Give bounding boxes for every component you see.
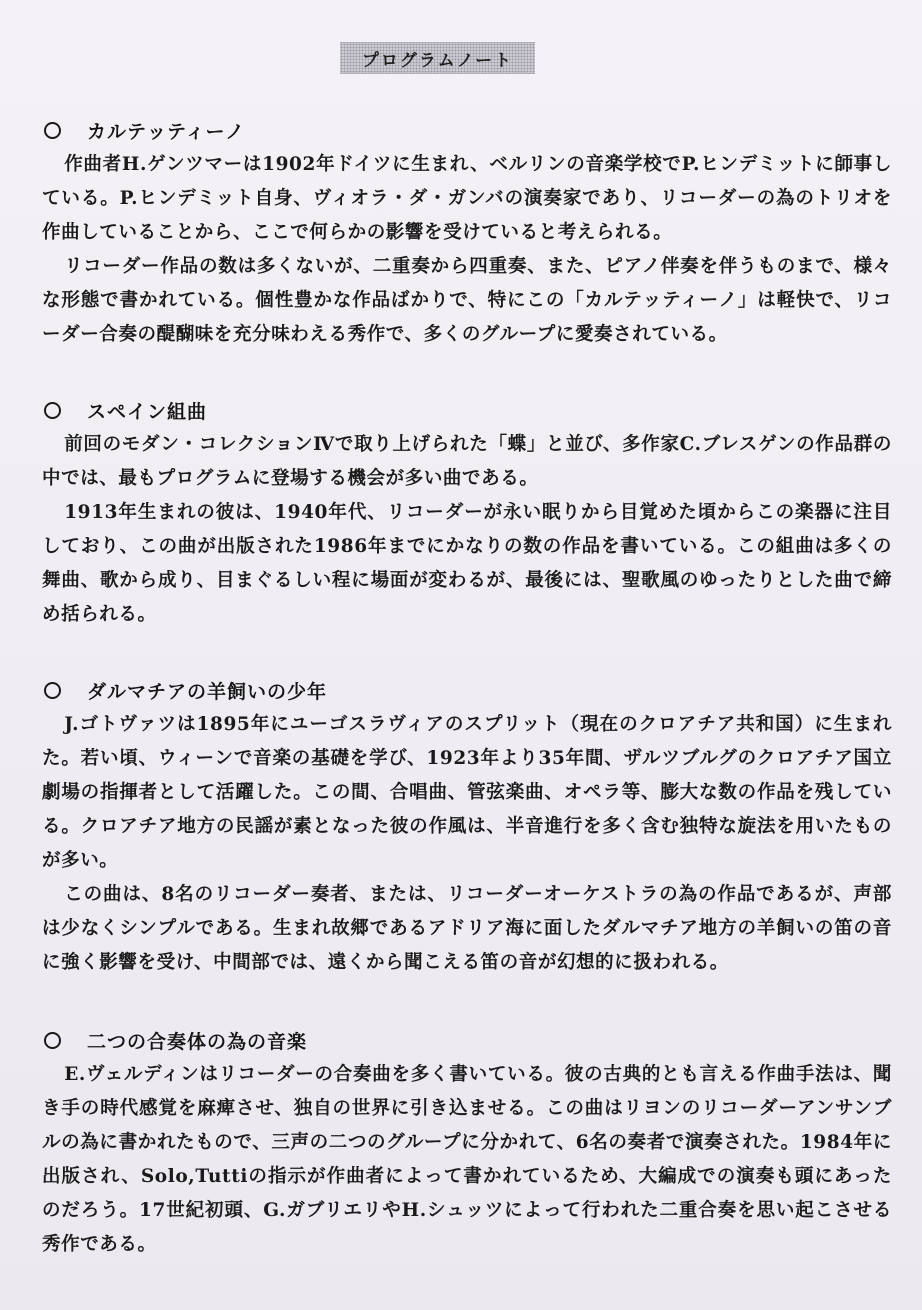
section-heading [42,1024,892,1056]
section-music-for-two-ensembles [42,1024,892,1262]
section-heading-text: ダルマチアの羊飼いの少年 [87,680,328,703]
section-dalmatian-shepherd [42,674,892,980]
paragraph: リコーダー作品の数は多くないが、二重奏から四重奏、また、ピアノ伴奏を伴うものまで、様々な形態で書かれている。個性豊かな作品ばかりで、特にこの「カルテッティーノ」は軽快で、リコーダー合奏の醍醐味を充分味わえる秀作で、多くのグループに愛奏されている。 [42,256,892,345]
section-heading-text: スペイン組曲 [87,400,208,423]
title-banner [340,42,535,74]
section-heading-text: 二つの合奏体の為の音楽 [87,1030,308,1053]
section-heading [42,114,892,146]
circle-bullet-icon [44,1032,61,1049]
circle-bullet-icon [44,122,61,139]
section-heading [42,394,892,426]
paragraph: 前回のモダン・コレクションⅣで取り上げられた「蝶」と並び、多作家C.ブレスゲンの作品群の中では、最もプログラムに登場する機会が多い曲である。 [42,434,892,489]
paragraph: J.ゴトヴァツは1895年にユーゴスラヴィアのスプリット（現在のクロアチア共和国）に生まれた。若い頃、ウィーンで音楽の基礎を学び、1923年より35年間、ザルツブルグのクロアチア国立劇場の指揮者として活躍した。この間、合唱曲、管弦楽曲、オペラ等、膨大な数の作品を残している。クロアチア地方の民謡が素となった彼の作風は、半音進行を多く含む独特な旋法を用いたものが多い。 [42,714,892,871]
section-quartettino [42,114,892,352]
circle-bullet-icon [44,682,61,699]
section-heading-text: カルテッティーノ [87,120,246,143]
paragraph: E.ヴェルディンはリコーダーの合奏曲を多く書いている。彼の古典的とも言える作曲手法は、聞き手の時代感覚を麻痺させ、独自の世界に引き込ませる。この曲はリヨンのリコーダーアンサンブルの為に書かれたもので、三声の二つのグループに分かれて、6名の奏者で演奏された。1984年に出版され、Solo,Tuttiの指示が作曲者によって書かれているため、大編成での演奏も頭にあったのだろう。17世紀初頭、G.ガブリエリやH.シュッツによって行われた二重合奏を思い起こさせる秀作である。 [42,1064,892,1255]
paragraph: この曲は、8名のリコーダー奏者、または、リコーダーオーケストラの為の作品であるが、声部は少なくシンプルである。生まれ故郷であるアドリア海に面したダルマチア地方の羊飼いの笛の音に強く影響を受け、中間部では、遠くから聞こえる笛の音が幻想的に扱われる。 [42,884,892,973]
section-spanish-suite [42,394,892,632]
page-title: プログラムノート [361,50,514,71]
paragraph: 作曲者H.ゲンツマーは1902年ドイツに生まれ、ベルリンの音楽学校でP.ヒンデミットに師事している。P.ヒンデミット自身、ヴィオラ・ダ・ガンバの演奏家であり、リコーダーの為のトリオを作曲していることから、ここで何らかの影響を受けていると考えられる。 [42,154,892,243]
circle-bullet-icon [44,402,61,419]
paragraph: 1913年生まれの彼は、1940年代、リコーダーが永い眠りから目覚めた頃からこの楽器に注目しており、この曲が出版された1986年までにかなりの数の作品を書いている。この組曲は多くの舞曲、歌から成り、目まぐるしい程に場面が変わるが、最後には、聖歌風のゆったりとした曲で締め括られる。 [42,502,892,625]
section-heading [42,674,892,706]
